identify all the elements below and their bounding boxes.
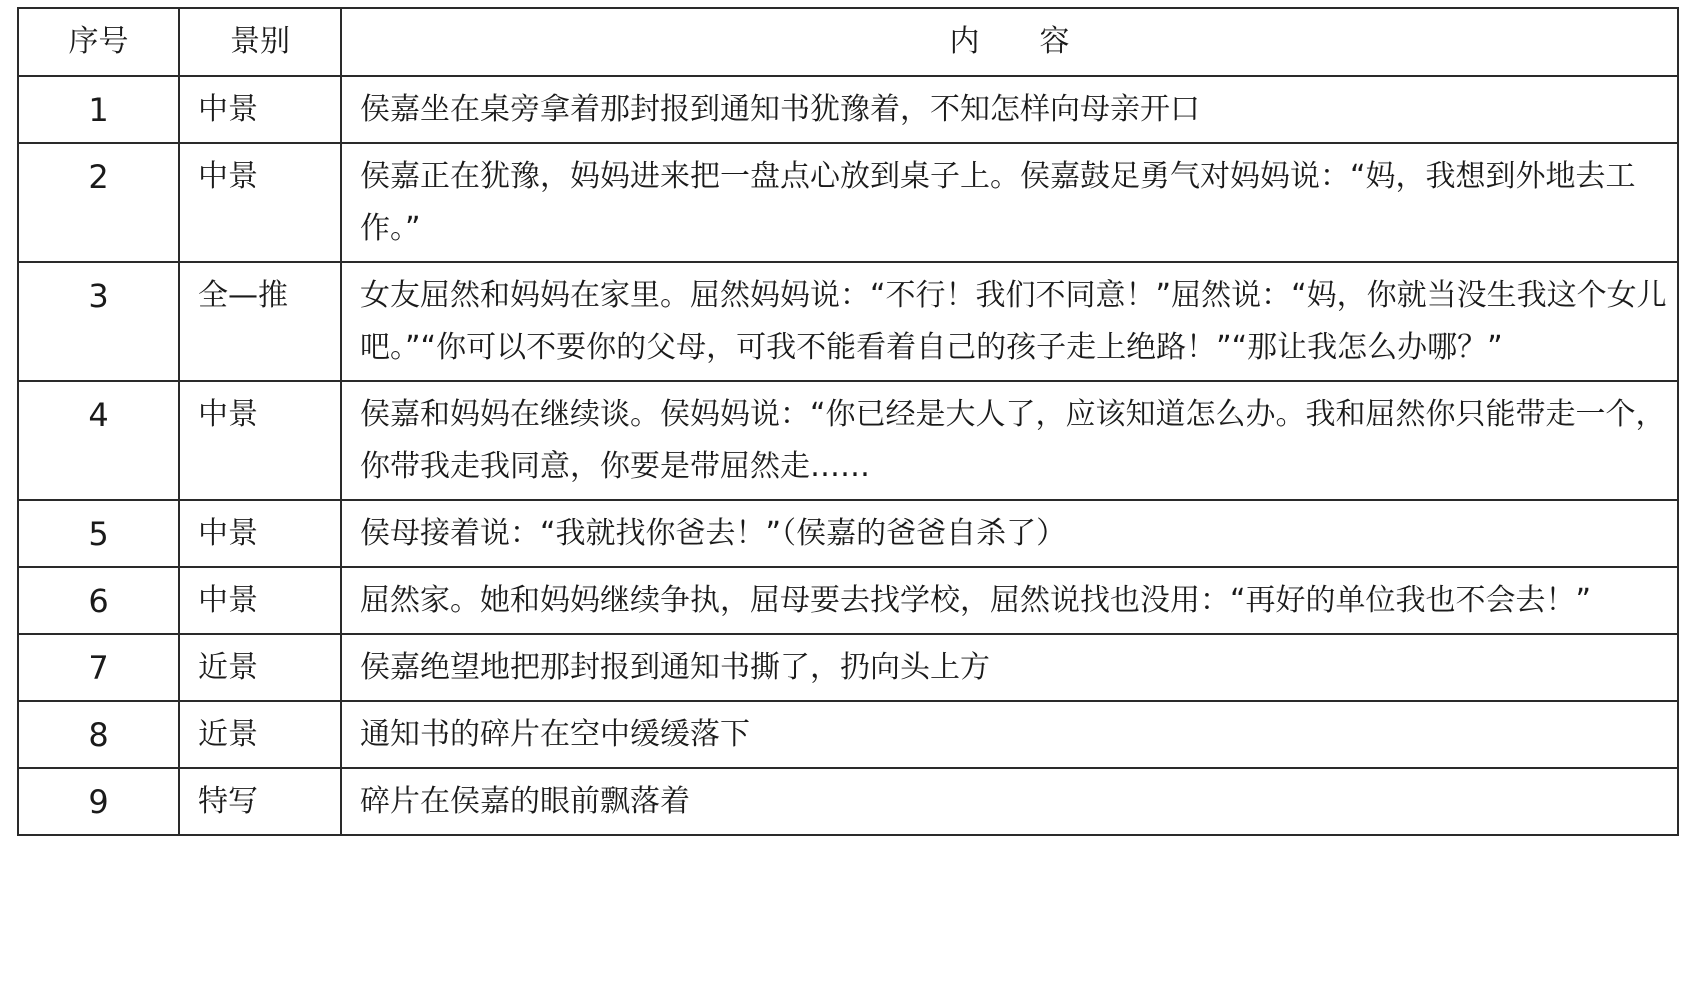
header-row <box>18 8 1678 76</box>
header-index: 序号 <box>18 8 179 76</box>
table-row <box>18 500 1678 567</box>
row-content: 侯嘉和妈妈在继续谈。侯妈妈说：“你已经是大人了，应该知道怎么办。我和屈然你只能带走一个，你带我走我同意，你要是带屈然走…… <box>341 381 1678 500</box>
row-index: 6 <box>18 567 179 634</box>
row-shot: 特写 <box>179 768 341 835</box>
table-row <box>18 76 1678 143</box>
row-shot: 近景 <box>179 634 341 701</box>
row-index: 3 <box>18 262 179 381</box>
row-index: 5 <box>18 500 179 567</box>
row-shot: 中景 <box>179 76 341 143</box>
row-content: 碎片在侯嘉的眼前飘落着 <box>341 768 1678 835</box>
row-shot: 中景 <box>179 381 341 500</box>
row-content: 通知书的碎片在空中缓缓落下 <box>341 701 1678 768</box>
row-shot: 中景 <box>179 500 341 567</box>
table-row <box>18 381 1678 500</box>
storyboard-table-container <box>17 7 1679 836</box>
row-shot: 中景 <box>179 567 341 634</box>
row-shot: 全—推 <box>179 262 341 381</box>
header-content: 内 容 <box>341 8 1678 76</box>
row-content: 侯嘉正在犹豫，妈妈进来把一盘点心放到桌子上。侯嘉鼓足勇气对妈妈说：“妈，我想到外地去工作。” <box>341 143 1678 262</box>
row-shot: 中景 <box>179 143 341 262</box>
row-shot: 近景 <box>179 701 341 768</box>
header-shot: 景别 <box>179 8 341 76</box>
table-row <box>18 262 1678 381</box>
table-row <box>18 143 1678 262</box>
row-index: 8 <box>18 701 179 768</box>
row-index: 4 <box>18 381 179 500</box>
row-index: 7 <box>18 634 179 701</box>
storyboard-table <box>17 7 1679 836</box>
table-row <box>18 634 1678 701</box>
row-index: 9 <box>18 768 179 835</box>
table-row <box>18 768 1678 835</box>
row-content: 侯嘉绝望地把那封报到通知书撕了，扔向头上方 <box>341 634 1678 701</box>
table-row <box>18 701 1678 768</box>
row-content: 侯母接着说：“我就找你爸去！”（侯嘉的爸爸自杀了） <box>341 500 1678 567</box>
row-content: 侯嘉坐在桌旁拿着那封报到通知书犹豫着，不知怎样向母亲开口 <box>341 76 1678 143</box>
row-content: 屈然家。她和妈妈继续争执，屈母要去找学校，屈然说找也没用：“再好的单位我也不会去！” <box>341 567 1678 634</box>
row-index: 1 <box>18 76 179 143</box>
row-index: 2 <box>18 143 179 262</box>
row-content: 女友屈然和妈妈在家里。屈然妈妈说：“不行！我们不同意！”屈然说：“妈，你就当没生我这个女儿吧。”“你可以不要你的父母，可我不能看着自己的孩子走上绝路！”“那让我怎么办哪？” <box>341 262 1678 381</box>
table-row <box>18 567 1678 634</box>
